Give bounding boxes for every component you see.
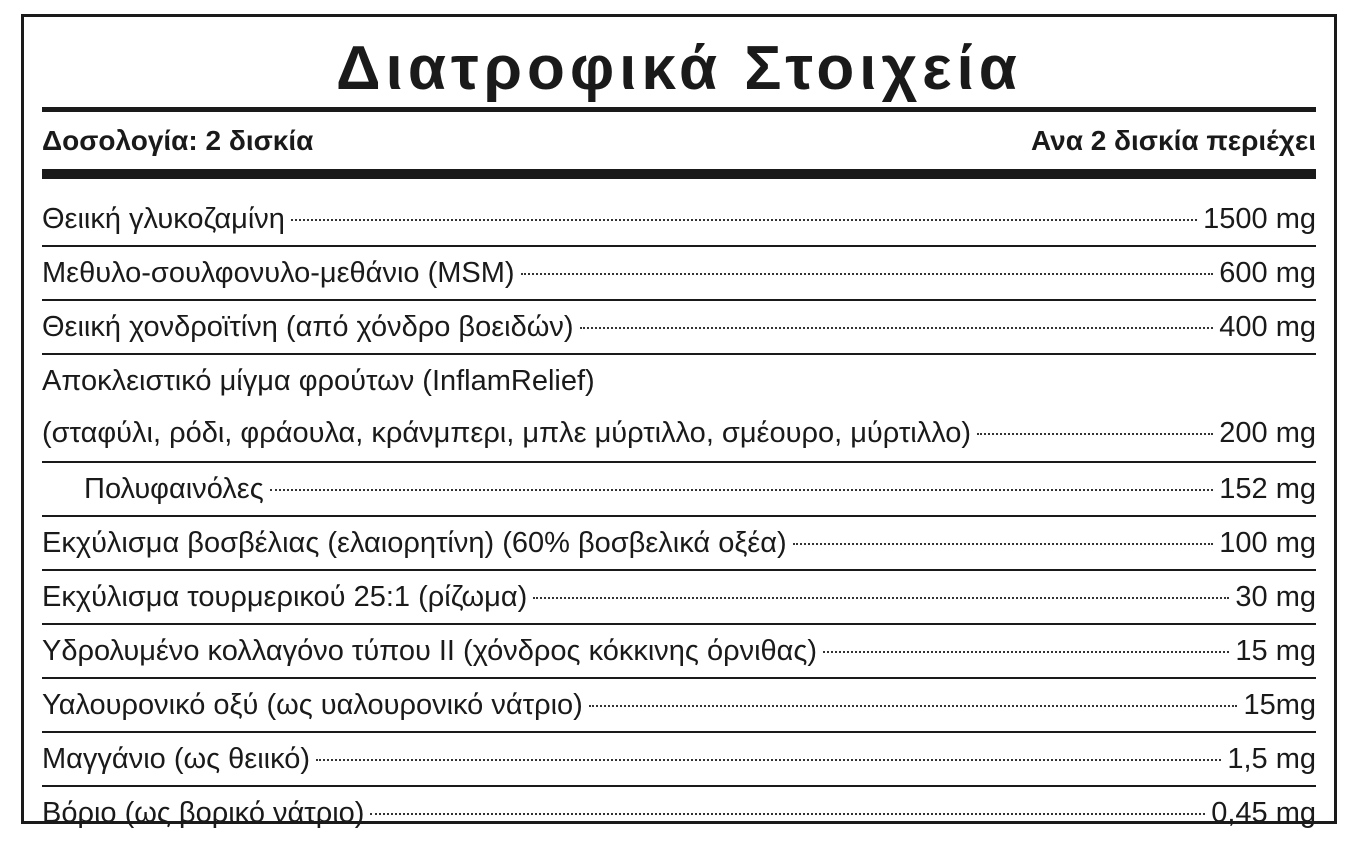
ingredient-name: Υδρολυμένο κολλαγόνο τύπου II (χόνδρος κόκκινης όρνιθας) xyxy=(42,635,818,667)
ingredient-row xyxy=(42,733,1316,787)
ingredient-amount: 600 mg xyxy=(1219,257,1316,289)
ingredient-name: Θειική γλυκοζαμίνη xyxy=(42,203,285,235)
dosage-header xyxy=(42,121,1316,161)
ingredient-row xyxy=(42,625,1316,679)
ingredient-row xyxy=(42,301,1316,355)
ingredient-amount: 1500 mg xyxy=(1203,203,1316,235)
ingredient-row xyxy=(42,787,1316,839)
per-serving-text: Ανα 2 δισκία περιέχει xyxy=(1030,125,1316,156)
ingredient-amount: 1,5 mg xyxy=(1227,743,1316,775)
dot-leader xyxy=(793,543,1214,545)
ingredient-amount: 200 mg xyxy=(1219,417,1316,449)
dot-leader xyxy=(589,705,1238,707)
ingredient-amount: 152 mg xyxy=(1219,473,1316,505)
dot-leader xyxy=(977,433,1213,435)
ingredient-row xyxy=(42,679,1316,733)
ingredient-row xyxy=(42,247,1316,301)
dot-leader xyxy=(291,219,1197,221)
dot-leader xyxy=(316,759,1221,761)
ingredient-amount: 15mg xyxy=(1243,689,1316,721)
ingredient-amount: 30 mg xyxy=(1235,581,1316,613)
header-divider xyxy=(42,169,1316,179)
ingredient-row xyxy=(42,517,1316,571)
title-divider xyxy=(42,107,1316,112)
ingredient-row xyxy=(42,355,1316,463)
dot-leader xyxy=(823,651,1229,653)
ingredient-row xyxy=(42,193,1316,247)
ingredient-name: Αποκλειστικό μίγμα φρούτων (InflamRelief) xyxy=(42,365,595,397)
ingredient-name: Πολυφαινόλες xyxy=(84,473,264,505)
dot-leader xyxy=(533,597,1229,599)
ingredient-name: Μεθυλο-σουλφονυλο-μεθάνιο (MSM) xyxy=(42,257,515,289)
dot-leader xyxy=(580,327,1214,329)
dot-leader xyxy=(521,273,1214,275)
ingredient-name-continued: (σταφύλι, ρόδι, φράουλα, κράνμπερι, μπλε μύρτιλλο, σμέουρο, μύρτιλλο) xyxy=(42,417,972,449)
ingredient-name: Εκχύλισμα τουρμερικού 25:1 (ρίζωμα) xyxy=(42,581,528,613)
dot-leader xyxy=(270,489,1214,491)
ingredient-row xyxy=(42,463,1316,517)
ingredient-list xyxy=(42,193,1316,839)
dosage-text: Δοσολογία: 2 δισκία xyxy=(42,125,314,156)
ingredient-name: Θειική χονδροϊτίνη (από χόνδρο βοειδών) xyxy=(42,311,574,343)
ingredient-name: Εκχύλισμα βοσβέλιας (ελαιορητίνη) (60% βοσβελικά οξέα) xyxy=(42,527,787,559)
ingredient-name: Μαγγάνιο (ως θειικό) xyxy=(42,743,311,775)
ingredient-amount: 0,45 mg xyxy=(1211,797,1316,829)
dot-leader xyxy=(370,813,1205,815)
ingredient-amount: 100 mg xyxy=(1219,527,1316,559)
nutrition-facts-panel xyxy=(21,14,1337,829)
ingredient-row xyxy=(42,571,1316,625)
ingredient-amount: 15 mg xyxy=(1235,635,1316,667)
ingredient-name: Βόριο (ως βορικό νάτριο) xyxy=(42,797,365,829)
ingredient-amount: 400 mg xyxy=(1219,311,1316,343)
panel-title: Διατροφικά Στοιχεία xyxy=(336,34,1022,103)
ingredient-name: Υαλουρονικό οξύ (ως υαλουρονικό νάτριο) xyxy=(42,689,583,721)
